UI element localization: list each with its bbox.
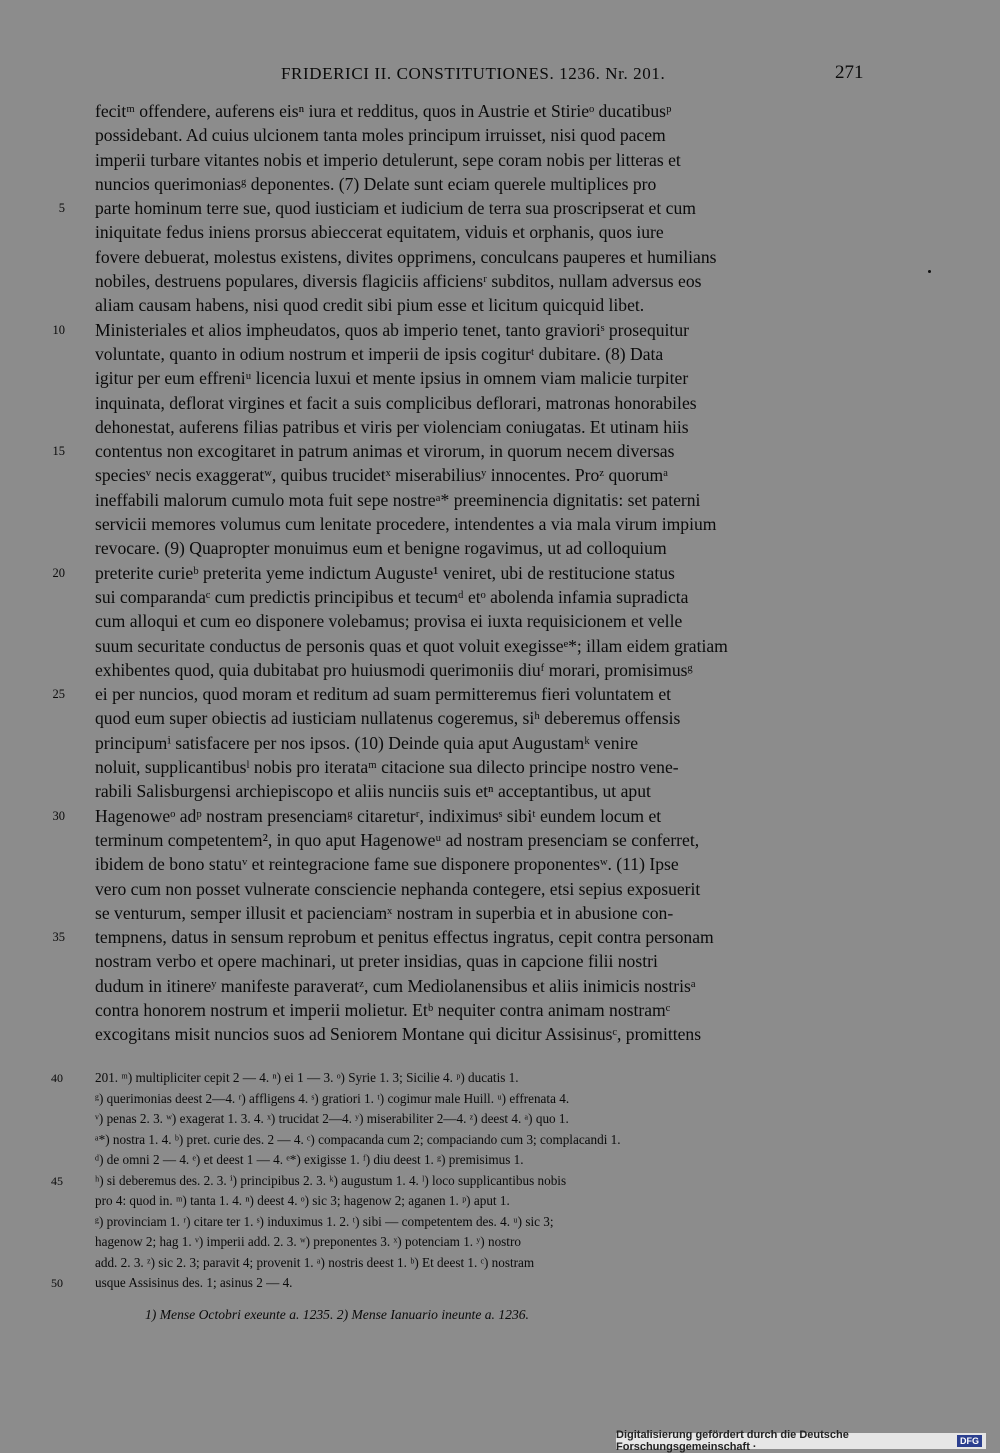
text-line (95, 391, 865, 415)
text-line (95, 974, 865, 998)
text-line-text: parte hominum terre sue, quod iusticiam et iudicium de terra sua proscripserat et cum (95, 198, 696, 219)
line-number: 45 (51, 1173, 63, 1188)
text-line (52, 682, 865, 706)
line-number: 30 (52, 808, 65, 823)
dfg-logo: DFG (957, 1435, 982, 1447)
footnote-line (95, 1089, 870, 1110)
line-number: 20 (52, 565, 65, 580)
text-line (52, 318, 865, 342)
text-line (95, 585, 865, 609)
footnote-line-text: add. 2. 3. ᶻ) sic 2. 3; paravit 4; provenit 1. ᵃ) nostris deest 1. ᵇ) Et deest 1. ᶜ) nostram (95, 1254, 535, 1270)
footnote-line-text: hagenow 2; hag 1. ᵛ) imperii add. 2. 3. ʷ) preponentes 3. ˣ) potenciam 1. ʸ) nostro (95, 1234, 521, 1249)
historical-notes (145, 1305, 845, 1325)
text-line (52, 925, 865, 949)
text-line (95, 609, 865, 633)
text-line-text: speciesᵛ necis exaggeratʷ, quibus trucidetˣ miserabiliusʸ innocentes. Proᶻ quorumᵃ (95, 465, 669, 486)
running-title: FRIDERICI II. CONSTITUTIONES. 1236. Nr. 201. (281, 64, 666, 83)
text-line (95, 342, 865, 366)
text-line-text: aliam causam habens, nisi quod credit sibi pium esse et licitum quicquid libet. (95, 295, 645, 316)
text-line (95, 634, 865, 658)
footnote-line-text: ᵈ) de omni 2 — 4. ᵉ) et deest 1 — 4. ᵉ*) exigisse 1. ᶠ) diu deest 1. ᵍ) premisimus 1. (95, 1152, 524, 1167)
text-line-text: igitur per eum effreniᵘ licencia luxui et mente ipsius in omnem viam malicie turpiter (95, 368, 689, 389)
footnote-line-text: usque Assisinus des. 1; asinus 2 — 4. (95, 1275, 293, 1290)
text-line-text: tempnens, datus in sensum reprobum et penitus effectus ingratus, cepit contra personam (95, 927, 714, 948)
text-line (95, 998, 865, 1022)
apparatus-footnotes (51, 1068, 870, 1294)
text-line-text: revocare. (9) Quapropter monuimus eum et benigne rogavimus, ut ad colloquium (95, 538, 667, 559)
footnote-line (51, 1273, 870, 1294)
text-line-text: exhibentes quod, quia dubitabat pro huiusmodi querimoniis diuᶠ morari, promisimusᵍ (95, 659, 693, 680)
text-line (95, 949, 865, 973)
text-line (95, 828, 865, 852)
text-line-text: Hagenoweᵒ adᵖ nostram presenciamᵍ citareturʳ, indiximusˢ sibiᵗ eundem locum et (95, 805, 662, 826)
text-line-text: cum alloqui et cum eo disponere volebamus; provisa ei iuxta requisicionem et velle (95, 611, 683, 632)
footnote-line (95, 1212, 870, 1233)
text-line-text: ineffabili malorum cumulo mota fuit sepe nostreᵃ* preeminencia dignitatis: set paterni (95, 489, 701, 510)
footnote-line-text: ᵍ) querimonias deest 2—4. ʳ) affligens 4. ˢ) gratiori 1. ᵗ) cogimur male Huill. ᵘ) effrenata 4. (95, 1090, 570, 1106)
text-line-text: Ministeriales et alios impheudatos, quos ab imperio tenet, tanto gravioriˢ prosequitur (95, 319, 689, 340)
text-line-text: fecitᵐ offendere, auferens eisⁿ iura et redditus, quos in Austrie et Stirieᵒ ducatibusᵖ (95, 101, 672, 121)
text-line-text: nostram verbo et opere machinari, ut preter insidias, quas in capcione filii nostri (95, 951, 658, 972)
text-line (95, 877, 865, 901)
footnote-line-text: pro 4: quod in. ᵐ) tanta 1. 4. ⁿ) deest 4. ᵒ) sic 3; hagenow 2; aganen 1. ᵖ) aput 1. (95, 1193, 510, 1208)
line-number: 25 (52, 687, 65, 702)
footnote-line-text: ʰ) si deberemus des. 2. 3. ⁱ) principibus 2. 3. ᵏ) augustum 1. 4. ˡ) loco supplicantibus nobis (95, 1172, 567, 1188)
text-line (95, 220, 865, 244)
footnote-line (95, 1191, 870, 1212)
text-line-text: sui comparandaᶜ cum predictis principibus et tecumᵈ etᵒ abolenda infamia supradicta (95, 586, 689, 607)
text-line (52, 804, 865, 828)
footnote-line-text: ᵍ) provinciam 1. ʳ) citare ter 1. ˢ) induximus 1. 2. ᵗ) sibi — competentem des. 4. ᵘ) sic 3; (95, 1213, 554, 1229)
text-line-text: ei per nuncios, quod moram et reditum ad suam permitteremus fieri voluntatem et (95, 684, 672, 705)
text-line (95, 366, 865, 390)
text-line-text: voluntate, quanto in odium nostrum et imperii de ipsis cogiturᵗ dubitare. (8) Data (95, 343, 664, 364)
text-line (95, 852, 865, 876)
text-line-text: contentus non excogitaret in patrum animas et virorum, in quorum necem diversas (95, 441, 675, 462)
text-line (52, 439, 865, 463)
text-line (95, 779, 865, 803)
text-line (95, 293, 865, 317)
text-line (95, 1022, 865, 1046)
body-text (52, 99, 865, 1047)
text-line (95, 731, 865, 755)
text-line (95, 415, 865, 439)
text-line (95, 706, 865, 730)
text-line (95, 901, 865, 925)
text-line (95, 269, 865, 293)
line-number: 15 (52, 444, 65, 459)
text-line-text: inquinata, deflorat virgines et facit a suis complicibus deflorari, matronas honorabiles (95, 392, 697, 413)
funding-credit-bar (616, 1429, 986, 1453)
text-line-text: contra honorem nostrum et imperii molietur. Etᵇ nequiter contra animam nostramᶜ (95, 999, 671, 1020)
text-line (58, 196, 865, 220)
footnote-line (95, 1253, 870, 1274)
text-line (95, 148, 865, 172)
text-line-text: excogitans misit nuncios suos ad Seniorem Montane qui dicitur Assisinusᶜ, promittens (95, 1024, 702, 1045)
text-line-text: quod eum super obiectis ad iusticiam nullatenus cogeremus, siʰ deberemus offensis (95, 708, 681, 729)
line-number: 35 (52, 930, 65, 945)
scan-speck (928, 270, 931, 273)
text-line-text: iniquitate fedus iniens prorsus abieccerat equitatem, viduis et orphanis, quos iure (95, 222, 664, 243)
footnote-line (51, 1068, 870, 1089)
text-line-text: dehonestat, auferens filias patribus et viris per violenciam coniugatas. Et utinam hiis (95, 416, 689, 437)
text-line (52, 561, 865, 585)
line-number: 5 (58, 201, 65, 216)
line-number: 50 (51, 1276, 63, 1290)
text-line-text: vero cum non posset vulnerate consciencie nephanda contegere, etsi sepius exposuerit (95, 878, 701, 899)
text-line (95, 245, 865, 269)
footnote-line (51, 1171, 870, 1192)
footnote-line-text: 201. ᵐ) multipliciter cepit 2 — 4. ⁿ) ei 1 — 3. ᵒ) Syrie 1. 3; Sicilie 4. ᵖ) ducatis 1. (95, 1070, 519, 1085)
text-line-text: principumⁱ satisfacere per nos ipsos. (10) Deinde quia aput Augustamᵏ venire (95, 732, 639, 753)
text-line-text: suum securitate conductus de personis quas et quot voluit exegisseᵉ*; illam eidem gratiam (95, 635, 728, 656)
text-line-text: dudum in itinereʸ manifeste paraveratᶻ, cum Mediolanensibus et aliis inimicis nostrisᵃ (95, 975, 696, 996)
footnote-line (95, 1109, 870, 1130)
text-line (95, 172, 865, 196)
text-line-text: rabili Salisburgensi archiepiscopo et aliis nunciis suis etⁿ acceptantibus, ut aput (95, 781, 651, 802)
footnote-line (95, 1150, 870, 1171)
text-line-text: nobiles, destruens populares, diversis flagiciis afficiensʳ subditos, nullam adversus eos (95, 271, 702, 292)
footnote-line (95, 1232, 870, 1253)
footnote-line (95, 1130, 870, 1151)
text-line-text: imperii turbare vitantes nobis et imperio detulerunt, sepe coram nobis per litteras et (95, 149, 681, 170)
text-line (95, 99, 865, 123)
text-line (95, 536, 865, 560)
line-number: 10 (52, 322, 65, 337)
text-line (95, 658, 865, 682)
text-line (95, 123, 865, 147)
running-head (0, 64, 1000, 88)
footnote-line-text: ᵛ) penas 2. 3. ʷ) exagerat 1. 3. 4. ˣ) trucidat 2—4. ʸ) miserabiliter 2—4. ᶻ) deest 4. ᵃ) quo 1. (95, 1111, 569, 1126)
text-line-text: nuncios querimoniasᵍ deponentes. (7) Delate sunt eciam querele multiplices pro (95, 173, 657, 194)
text-line-text: preterite curieᵇ preterita yeme indictum Auguste¹ veniret, ubi de restitucione status (95, 562, 675, 583)
text-line-text: se venturum, semper illusit et pacienciamˣ nostram in superbia et in abusione con- (95, 902, 674, 923)
text-line-text: fovere debuerat, molestus existens, divites opprimens, conculcans pauperes et humilians (95, 246, 717, 267)
text-line (95, 488, 865, 512)
text-line-text: servicii memores volumus cum lenitate procedere, intendentes a via mala virum impium (95, 514, 717, 535)
text-line (95, 755, 865, 779)
text-line-text: noluit, supplicantibusˡ nobis pro iterataᵐ citacione sua dilecto principe nostro vene- (95, 757, 679, 778)
text-line (95, 512, 865, 536)
line-number: 40 (51, 1071, 63, 1085)
text-line-text: terminum competentem², in quo aput Hagenoweᵘ ad nostram presenciam se conferret, (95, 829, 700, 850)
funding-credit: Digitalisierung gefördert durch die Deutsche Forschungsgemeinschaft · (616, 1429, 849, 1453)
page-number: 271 (835, 62, 864, 83)
text-line (95, 463, 865, 487)
text-line-text: possidebant. Ad cuius ulcionem tanta moles principum irruisset, nisi quod pacem (95, 125, 666, 146)
footnote-line-text: ᵃ*) nostra 1. 4. ᵇ) pret. curie des. 2 — 4. ᶜ) compacanda cum 2; compaciando cum 3; complacandi 1. (95, 1131, 621, 1147)
note-line: 1) Mense Octobri exeunte a. 1235. 2) Mense Ianuario ineunte a. 1236. (145, 1307, 529, 1322)
text-line-text: ibidem de bono statuᵛ et reintegracione fame sue disponere proponentesʷ. (11) Ipse (95, 854, 679, 875)
